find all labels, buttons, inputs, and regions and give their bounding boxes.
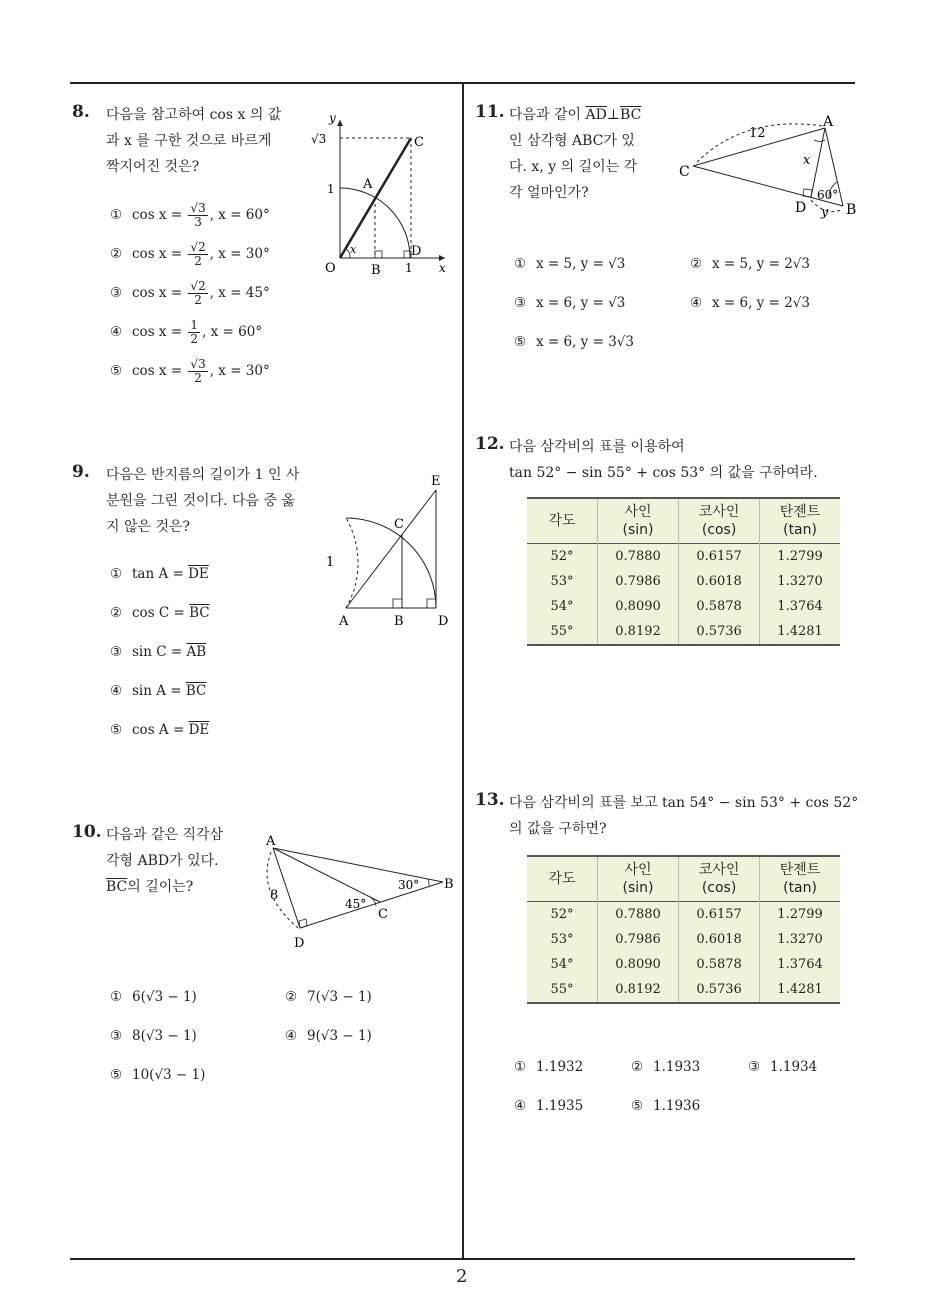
table-cell: 1.3764	[760, 952, 840, 977]
fraction	[188, 358, 207, 385]
table-cell: 0.7880	[598, 902, 679, 928]
header-angle	[527, 856, 598, 902]
choice-2[interactable]	[110, 605, 210, 621]
choice-text: 10(√3 − 1)	[132, 1067, 206, 1083]
fraction	[188, 319, 200, 346]
unit-circle-figure	[305, 110, 455, 280]
choice-4[interactable]	[110, 683, 206, 699]
choice-text: 9(√3 − 1)	[307, 1028, 372, 1044]
table-row	[527, 927, 840, 952]
fig-label: 30°	[398, 878, 420, 892]
fig-label: x	[803, 153, 811, 168]
choice-1[interactable]	[110, 566, 209, 582]
cos-label: cos x =	[132, 363, 183, 379]
fig-label: x	[439, 261, 446, 275]
header-sin	[598, 856, 679, 902]
fig-label: C	[378, 907, 388, 922]
table-cell: 1.4281	[760, 977, 840, 1003]
choice-mark: ⑤	[110, 722, 123, 738]
choice-mark: ③	[110, 285, 123, 301]
choice-3[interactable]	[514, 295, 625, 311]
segment: $\overline{AD}$	[585, 107, 607, 123]
choice-function: sin A =	[132, 683, 182, 699]
choice-mark: ②	[110, 246, 123, 262]
question-text-line: 지 않은 것은?	[106, 519, 191, 535]
choice-3[interactable]	[748, 1059, 817, 1075]
x-value: x = 60°	[218, 207, 270, 223]
choice-mark: ④	[110, 324, 123, 340]
fig-label: C	[679, 164, 690, 180]
fraction-denominator: 2	[194, 254, 202, 268]
fig-label: 1	[405, 261, 413, 275]
choice-mark: ⑤	[514, 334, 527, 350]
table-cell: 0.7986	[598, 927, 679, 952]
choice-text: 8(√3 − 1)	[132, 1028, 197, 1044]
table-cell: 55°	[527, 619, 598, 645]
choice-text: 1.1936	[653, 1098, 701, 1114]
fraction-numerator: √3	[190, 357, 206, 371]
table-cell: 0.5736	[679, 619, 760, 645]
segment: $\overline{BC}$	[189, 605, 210, 621]
table-cell: 0.6157	[679, 544, 760, 570]
choice-text: 6(√3 − 1)	[132, 989, 197, 1005]
choice-5[interactable]	[631, 1098, 700, 1114]
header-label: 사인	[624, 862, 652, 878]
question-number: 11.	[475, 102, 505, 122]
question-text-line: 다음과 같은 직각삼	[106, 827, 224, 843]
question-text-line: 각형 ABD가 있다.	[106, 853, 219, 869]
perp-symbol: ⊥	[606, 107, 621, 123]
table-cell: 0.6157	[679, 902, 760, 928]
question-number: 9.	[72, 462, 90, 482]
fig-label: A	[823, 114, 834, 130]
cos-label: cos x =	[132, 285, 183, 301]
choice-mark: ③	[110, 644, 123, 660]
trig-table	[527, 855, 840, 1004]
question-text-line: 다음 삼각비의 표를 보고 tan 54° − sin 53° + cos 52°	[509, 795, 859, 811]
choice-function: cos A =	[132, 722, 185, 738]
choice-4[interactable]	[285, 1028, 372, 1044]
choice-mark: ④	[514, 1098, 527, 1114]
choice-mark: ②	[690, 256, 703, 272]
table-cell: 0.8192	[598, 977, 679, 1003]
table-cell: 0.6018	[679, 927, 760, 952]
trig-table	[527, 497, 840, 646]
header-label: 사인	[624, 504, 652, 520]
choice-mark: ①	[110, 207, 123, 223]
table-cell: 1.4281	[760, 619, 840, 645]
fraction-numerator: √3	[190, 201, 206, 215]
table-cell: 52°	[527, 544, 598, 570]
fig-label: B	[371, 263, 381, 278]
question-text-line: 분원을 그린 것이다. 다음 중 옳	[106, 493, 295, 509]
choice-mark: ④	[110, 683, 123, 699]
fig-label: A	[339, 614, 349, 629]
header-sub: (tan)	[783, 522, 817, 538]
table-row	[527, 569, 840, 594]
table-cell: 53°	[527, 927, 598, 952]
x-value: x = 60°	[210, 324, 263, 340]
choice-mark: ②	[631, 1059, 644, 1075]
choice-text: 1.1934	[770, 1059, 818, 1075]
choice-1[interactable]	[110, 989, 197, 1005]
fraction	[188, 241, 207, 268]
fraction-numerator: √2	[190, 279, 206, 293]
choice-mark: ②	[110, 605, 123, 621]
fig-label: C	[394, 517, 404, 532]
choice-mark: ③	[748, 1059, 761, 1075]
table-cell: 0.5878	[679, 594, 760, 619]
table-cell: 1.2799	[760, 902, 840, 928]
header-cos	[679, 856, 760, 902]
table-cell: 0.7986	[598, 569, 679, 594]
fig-label: B	[846, 202, 857, 218]
table-cell: 54°	[527, 594, 598, 619]
choice-mark: ①	[514, 256, 527, 272]
fraction-denominator: 2	[194, 293, 202, 307]
header-sin	[598, 498, 679, 544]
choice-function: cos C =	[132, 605, 185, 621]
segment: $\overline{DE}$	[188, 722, 210, 738]
choice-5[interactable]	[110, 1067, 205, 1083]
triangle-abc-figure	[675, 110, 865, 225]
fig-label: y	[821, 205, 829, 220]
question-text-line: 다음 삼각비의 표를 이용하여	[509, 439, 685, 455]
choice-mark: ④	[690, 295, 703, 311]
fig-label: C	[414, 135, 424, 150]
table-cell: 0.5878	[679, 952, 760, 977]
header-angle	[527, 498, 598, 544]
fig-label: B	[444, 877, 454, 892]
cos-label: cos x =	[132, 324, 183, 340]
question-text-line	[509, 102, 641, 128]
segment: $\overline{BC}$	[106, 879, 128, 895]
x-value: x = 30°	[218, 246, 270, 262]
header-sub: (cos)	[701, 522, 737, 538]
choice-1[interactable]	[514, 1059, 583, 1075]
fig-label: D	[411, 244, 422, 259]
table-cell: 53°	[527, 569, 598, 594]
segment: $\overline{DE}$	[188, 566, 209, 582]
choice-text: x = 5, y = √3	[536, 256, 626, 272]
table-header-row	[527, 498, 840, 544]
choice-text: 1.1932	[536, 1059, 584, 1075]
choice-3[interactable]: ③ cos x = $\frac{√2}{2}$ , x = 45°	[110, 279, 270, 307]
table-row	[527, 544, 840, 570]
bottom-rule	[70, 1258, 855, 1260]
question-number: 12.	[475, 434, 505, 454]
fraction-denominator: 2	[194, 371, 202, 385]
choice-4[interactable]: ④ cos x = $\frac{1}{2}$ , x = 60°	[110, 318, 263, 346]
choice-text: x = 6, y = √3	[536, 295, 626, 311]
segment: $\overline{AB}$	[186, 644, 207, 660]
fig-label: 1	[326, 555, 335, 570]
fig-label: O	[325, 261, 336, 276]
question-text-line: 과 x 를 구한 것으로 바르게	[106, 133, 272, 149]
header-label: 탄젠트	[779, 862, 821, 878]
choice-1[interactable]	[514, 256, 625, 272]
header-sub: (sin)	[622, 880, 654, 896]
table-row	[527, 952, 840, 977]
right-triangle-figure	[258, 830, 463, 955]
choice-text: 1.1933	[653, 1059, 701, 1075]
table-row	[527, 977, 840, 1003]
fig-label: B	[394, 614, 404, 629]
table-cell: 0.8192	[598, 619, 679, 645]
choice-4[interactable]	[690, 295, 810, 311]
table-header-row	[527, 856, 840, 902]
question-text-line: 인 삼각형 ABC가 있	[509, 133, 635, 149]
choice-4[interactable]	[514, 1098, 583, 1114]
table-cell: 1.3764	[760, 594, 840, 619]
fig-label: D	[438, 614, 449, 629]
choice-1[interactable]: ① cos x = $\frac{√3}{3}$ , x = 60°	[110, 201, 270, 229]
x-value: x = 45°	[218, 285, 270, 301]
header-label: 코사인	[698, 504, 740, 520]
fraction-numerator: √2	[190, 240, 206, 254]
question-text-line: 짝지어진 것은?	[106, 159, 200, 175]
choice-function: sin C =	[132, 644, 183, 660]
choice-mark: ③	[110, 1028, 123, 1044]
segment: $\overline{BC}$	[620, 107, 642, 123]
header-label: 탄젠트	[779, 504, 821, 520]
table-cell: 1.2799	[760, 544, 840, 570]
fraction	[188, 202, 207, 229]
fraction-denominator: 2	[190, 332, 199, 346]
fig-label: D	[795, 200, 807, 216]
fig-label: D	[294, 936, 305, 951]
choice-2[interactable]: ② cos x = $\frac{√2}{2}$ , x = 30°	[110, 240, 270, 268]
table-cell: 0.7880	[598, 544, 679, 570]
cos-label: cos x =	[132, 207, 183, 223]
fig-label: A	[363, 177, 373, 192]
column-divider	[462, 82, 464, 1259]
table-cell: 1.3270	[760, 569, 840, 594]
question-text-line: 의 값을 구하면?	[509, 821, 607, 837]
table-cell: 52°	[527, 902, 598, 928]
choice-function: tan A =	[132, 566, 184, 582]
table-row	[527, 902, 840, 928]
fig-label: x	[350, 243, 357, 256]
x-value: x = 30°	[218, 363, 270, 379]
choice-3[interactable]	[110, 1028, 197, 1044]
segment: $\overline{BC}$	[185, 683, 207, 699]
fig-label: 45°	[345, 897, 367, 911]
choice-mark: ⑤	[110, 1067, 123, 1083]
question-text-line: 다음은 반지름의 길이가 1 인 사	[106, 467, 300, 483]
question-text-line: 각 얼마인가?	[509, 185, 589, 201]
header-label: 코사인	[698, 862, 740, 878]
question-text-line: 다음을 참고하여 cos x 의 값	[106, 107, 282, 123]
choice-mark: ④	[285, 1028, 298, 1044]
question-number: 13.	[475, 790, 505, 810]
header-sub: (cos)	[701, 880, 737, 896]
table-cell: 55°	[527, 977, 598, 1003]
fig-label: 60°	[817, 188, 839, 202]
choice-mark: ①	[110, 989, 123, 1005]
question-number: 8.	[72, 102, 90, 122]
choice-mark: ⑤	[631, 1098, 644, 1114]
choice-text: x = 6, y = 3√3	[536, 334, 634, 350]
choice-5[interactable]	[110, 722, 209, 738]
choice-2[interactable]	[631, 1059, 700, 1075]
fig-label: 1	[327, 182, 335, 196]
choice-5[interactable]: ⑤ cos x = $\frac{√3}{2}$ , x = 30°	[110, 357, 270, 385]
choice-mark: ①	[514, 1059, 527, 1075]
quarter-circle-figure	[318, 468, 458, 633]
question-text-line: 다. x, y 의 길이는 각	[509, 159, 638, 175]
choice-2[interactable]	[285, 989, 372, 1005]
cos-label: cos x =	[132, 246, 183, 262]
fig-label: 12	[749, 126, 766, 141]
fig-label: √3	[311, 132, 327, 146]
table-row	[527, 594, 840, 619]
table-cell: 54°	[527, 952, 598, 977]
choice-mark: ③	[514, 295, 527, 311]
choice-2[interactable]	[690, 256, 810, 272]
page-number: 2	[456, 1266, 468, 1287]
question-number: 10.	[72, 822, 102, 842]
question-text-line	[106, 874, 193, 900]
table-cell: 0.8090	[598, 952, 679, 977]
header-label: 각도	[548, 871, 576, 887]
choice-text: 1.1935	[536, 1098, 584, 1114]
choice-text: x = 5, y = 2√3	[712, 256, 810, 272]
choice-mark: ⑤	[110, 363, 123, 379]
table-cell: 1.3270	[760, 927, 840, 952]
table-cell: 0.5736	[679, 977, 760, 1003]
header-sub: (sin)	[622, 522, 654, 538]
header-tan	[760, 498, 840, 544]
fig-label: E	[431, 474, 441, 489]
header-cos	[679, 498, 760, 544]
choice-5[interactable]	[514, 334, 634, 350]
table-row	[527, 619, 840, 645]
choice-text: 7(√3 − 1)	[307, 989, 372, 1005]
question-text-line: tan 52° − sin 55° + cos 53° 의 값을 구하여라.	[509, 465, 818, 481]
header-label: 각도	[548, 513, 576, 529]
table-cell: 0.8090	[598, 594, 679, 619]
fraction-denominator: 3	[194, 215, 202, 229]
choice-3[interactable]	[110, 644, 206, 660]
header-sub: (tan)	[783, 880, 817, 896]
choice-mark: ②	[285, 989, 298, 1005]
choice-text: x = 6, y = 2√3	[712, 295, 810, 311]
choice-mark: ①	[110, 566, 123, 582]
fig-label: 8	[270, 888, 279, 903]
fraction	[188, 280, 207, 307]
fraction-numerator: 1	[190, 318, 199, 332]
fig-label: y	[329, 111, 336, 125]
table-cell: 0.6018	[679, 569, 760, 594]
question-text: 의 길이는?	[127, 879, 194, 895]
header-tan	[760, 856, 840, 902]
question-text: 다음과 같이	[509, 107, 582, 123]
fig-label: A	[266, 834, 276, 849]
